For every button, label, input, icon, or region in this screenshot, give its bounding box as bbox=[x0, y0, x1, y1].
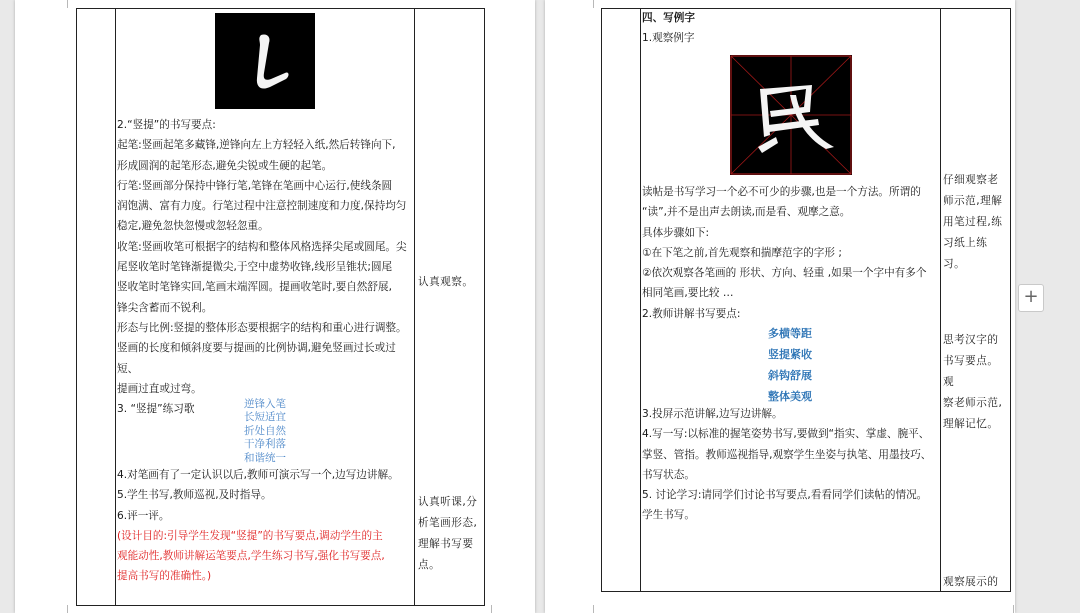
student-activity-2: 认真听课,分 析笔画形态, 理解书写要 点。 bbox=[418, 496, 478, 571]
song-line: 长短适宜 bbox=[244, 411, 286, 424]
practice-song bbox=[215, 398, 315, 465]
key-points-list bbox=[740, 323, 840, 407]
body-line: “读”,并不是出声去朗读,而是看、观摩之意。 bbox=[642, 206, 851, 219]
min-character-icon bbox=[730, 55, 852, 175]
body-line: 行笔:竖画部分保持中锋行笔,笔锋在笔画中心运行,使线条圆 bbox=[117, 179, 393, 192]
page-corner-mark bbox=[593, 605, 602, 613]
body-line: 形成圆润的起笔形态,避免尖锐或生硬的起笔。 bbox=[117, 159, 333, 172]
design-purpose-line: 提高书写的准确性。) bbox=[117, 570, 212, 583]
example-character-image bbox=[730, 55, 852, 175]
left-after-text bbox=[117, 465, 415, 587]
design-purpose-line: 观能动性,教师讲解运笔要点,学生练习书写,强化书写要点, bbox=[117, 550, 385, 563]
body-line: 稳定,避免忽快忽慢或忽轻忽重。 bbox=[117, 220, 269, 233]
key-point: 竖提紧收 bbox=[768, 348, 812, 361]
song-line: 逆锋入笔 bbox=[244, 398, 286, 410]
right-after-text bbox=[642, 404, 940, 526]
body-line: 4.对笔画有了一定认识以后,教师可演示写一个,边写边讲解。 bbox=[117, 469, 399, 481]
document-page-right bbox=[545, 0, 1015, 613]
body-line: 3.投屏示范讲解,边写边讲解。 bbox=[642, 408, 783, 420]
body-line: 相同笔画,要比较 … bbox=[642, 287, 734, 300]
body-line: ①在下笔之前,首先观察和揣摩范字的字形 ; bbox=[642, 246, 842, 259]
body-line: 4.写一写:以标准的握笔姿势书写,要做到“指实、掌虚、腕平、 bbox=[642, 428, 930, 441]
page-corner-mark bbox=[1005, 605, 1014, 613]
student-activity-1: 仔细观察老 师示范,理解 用笔过程,练 习纸上练习。 bbox=[943, 174, 1003, 270]
right-read-text bbox=[642, 182, 940, 324]
body-line: 学生书写。 bbox=[642, 509, 695, 522]
body-line: 书写状态。 bbox=[642, 468, 695, 481]
student-activity-3: 观察展示的 bbox=[943, 576, 999, 588]
right-top-text bbox=[642, 8, 940, 49]
sub-heading: 1.观察例字 bbox=[642, 32, 695, 45]
student-activity-1: 认真观察。 bbox=[418, 276, 474, 288]
add-page-button[interactable]: + bbox=[1018, 284, 1044, 312]
body-line: ②依次观察各笔画的 形状、方向、轻重 ,如果一个字中有多个 bbox=[642, 267, 927, 280]
page-corner-mark bbox=[483, 605, 492, 613]
body-line: 锋尖含蓄而不锐利。 bbox=[117, 301, 213, 314]
song-line: 折处自然 bbox=[244, 424, 286, 437]
body-line: 5. 讨论学习:请同学们讨论书写要点,看看同学们读帖的情况。 bbox=[642, 489, 928, 502]
song-line: 和谐统一 bbox=[244, 451, 286, 464]
body-line: 尾竖收笔时笔锋渐提微尖,于空中虚势收锋,线形呈锥状;圆尾 bbox=[117, 261, 393, 274]
song-heading: 3. “竖提”练习歌 bbox=[117, 403, 195, 416]
document-page-left bbox=[15, 0, 535, 613]
body-line: 提画过直或过弯。 bbox=[117, 382, 202, 395]
body-line: 读帖是书写学习一个必不可少的步骤,也是一个方法。所谓的 bbox=[642, 186, 921, 198]
key-point: 多横等距 bbox=[768, 327, 812, 340]
body-line: 具体步骤如下: bbox=[642, 226, 710, 239]
body-line: 掌竖、管指。教师巡视指导,观察学生坐姿与执笔、用墨技巧、 bbox=[642, 448, 932, 461]
body-line: 竖收笔时笔锋实回,笔画末端浑圆。提画收笔时,要自然舒展, bbox=[117, 281, 392, 294]
student-activity-2: 思考汉字的 书写要点。观 察老师示范, 理解记忆。 bbox=[943, 334, 1003, 430]
body-line: 收笔:竖画收笔可根据字的结构和整体风格选择尖尾或圆尾。尖 bbox=[117, 240, 407, 253]
design-purpose-line: (设计目的:引导学生发现“竖提”的书写要点,调动学生的主 bbox=[117, 529, 383, 542]
body-line: 竖画的长度和倾斜度要与提画的比例协调,避免竖画过长或过短、 bbox=[117, 342, 396, 375]
body-line: 5.学生书写,教师巡视,及时指导。 bbox=[117, 489, 272, 502]
key-point: 整体美观 bbox=[768, 390, 812, 403]
song-line: 干净利落 bbox=[244, 438, 286, 451]
steps-heading: 2.“竖提”的书写要点: bbox=[117, 119, 216, 131]
vertical-lift-stroke-icon bbox=[215, 13, 315, 109]
stroke-example-image bbox=[215, 13, 315, 109]
body-line: 起笔:竖画起笔多藏锋,逆锋向左上方轻轻入纸,然后转锋向下, bbox=[117, 139, 396, 152]
left-main-text bbox=[117, 115, 415, 419]
body-line: 2.教师讲解书写要点: bbox=[642, 307, 741, 320]
page-corner-mark bbox=[67, 0, 76, 8]
page-corner-mark bbox=[593, 0, 602, 8]
section-title: 四、写例字 bbox=[642, 12, 695, 24]
page-corner-mark bbox=[67, 605, 76, 613]
body-line: 形态与比例:竖提的整体形态要根据字的结构和重心进行调整。 bbox=[117, 321, 407, 334]
body-line: 润饱满、富有力度。行笔过程中注意控制速度和力度,保持均匀 bbox=[117, 200, 407, 213]
body-line: 6.评一评。 bbox=[117, 509, 170, 522]
key-point: 斜钩舒展 bbox=[768, 369, 812, 382]
